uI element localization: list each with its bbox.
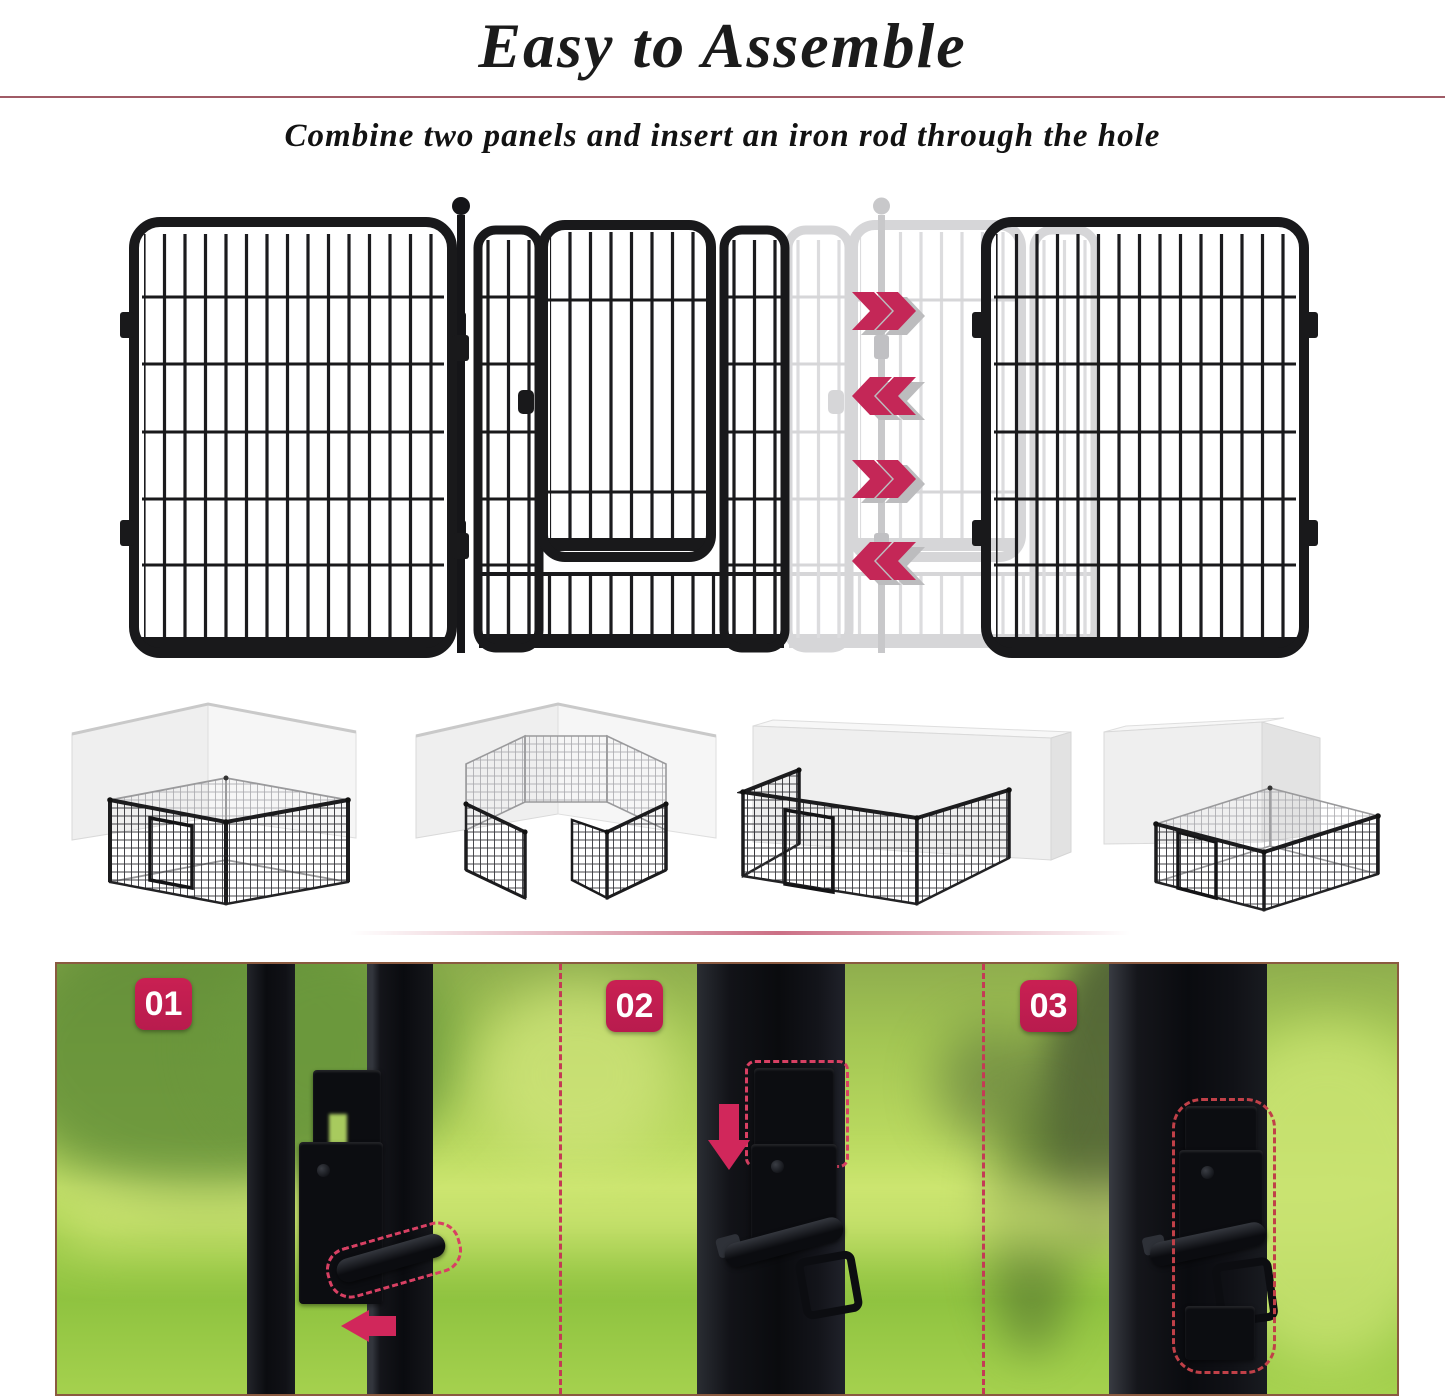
gate-assembly — [478, 225, 785, 648]
latch-top-plate — [313, 1070, 381, 1152]
layout-thumbnail-corner-outside-pen — [1086, 692, 1438, 918]
layout-thumbnail-corner-pen — [58, 692, 390, 918]
installation-steps-photo — [55, 962, 1399, 1396]
bolt — [317, 1164, 330, 1177]
step-badge: 03 — [1020, 980, 1077, 1032]
latch-hook — [794, 1249, 864, 1320]
fence-panel-right — [972, 222, 1318, 653]
bolt — [771, 1160, 784, 1173]
assembly-diagram — [0, 185, 1445, 675]
page-title: Easy to Assemble — [478, 10, 967, 81]
fence-post — [247, 964, 295, 1394]
decorative-gradient-line — [350, 931, 1130, 935]
fence-panel-left — [120, 222, 466, 653]
subtitle: Combine two panels and insert an iron rod through the hole — [284, 118, 1161, 154]
dashed-divider-line — [559, 964, 562, 1394]
layout-thumbnail-wall-pen — [737, 692, 1087, 918]
dashed-highlight-outline — [1172, 1098, 1276, 1374]
step-badge: 01 — [135, 978, 192, 1030]
title-divider-line — [0, 96, 1445, 98]
step-badge: 02 — [606, 980, 663, 1032]
layout-thumbnail-octagon-pen — [400, 692, 736, 918]
dashed-divider-line — [982, 964, 985, 1394]
